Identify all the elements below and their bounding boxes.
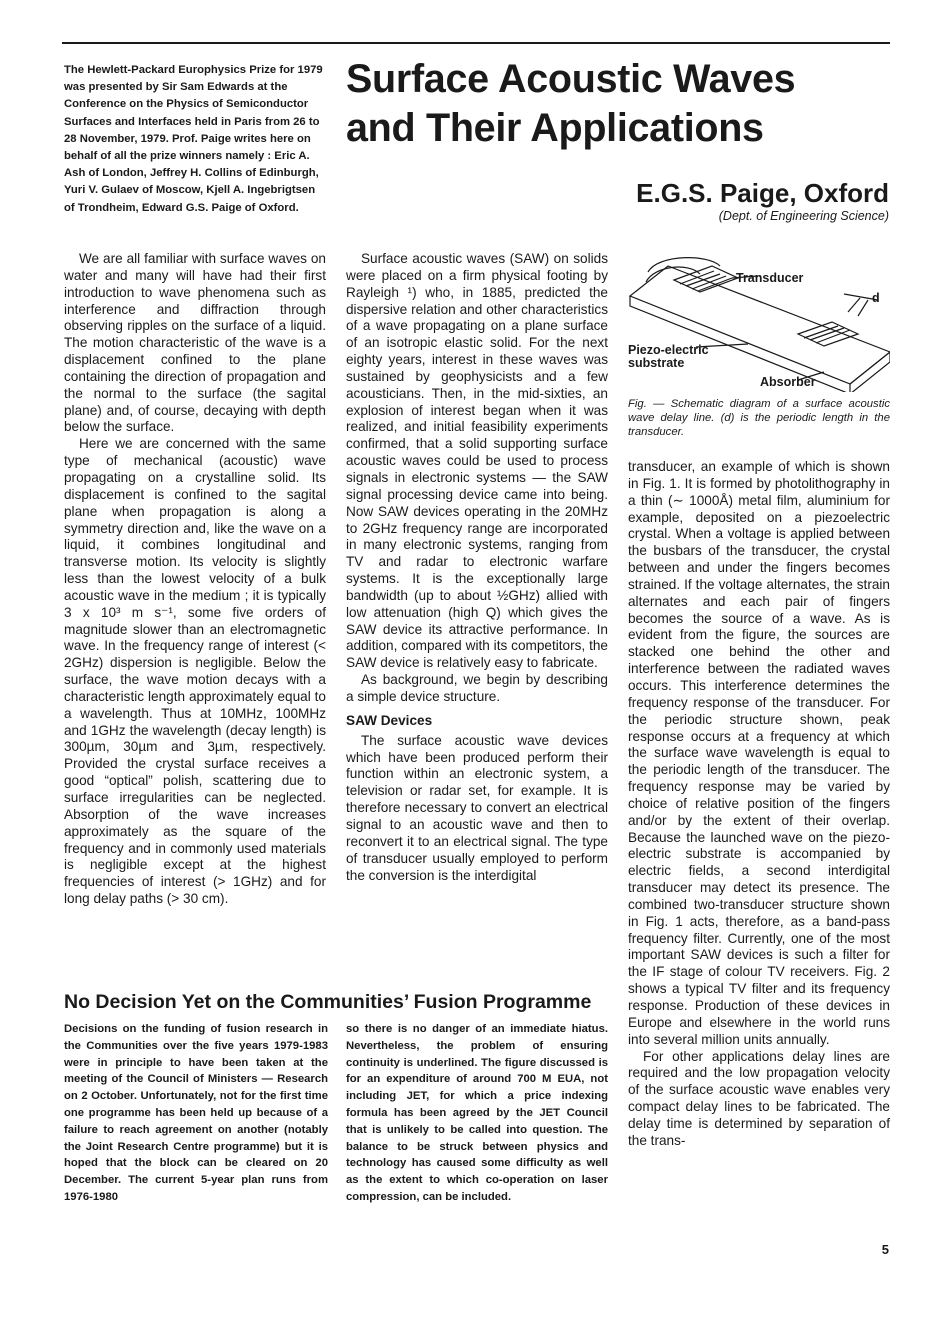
- paragraph: The surface acoustic wave devices which have been produced perform their function within an electronic system, a television or radar set, for example. It is therefore necessary to convert an electrical signal to an acoustic wave and then to reconvert it to an electrical signal. The type of transducer usually employed to perform the conversion is the interdigital: [346, 732, 608, 883]
- title-line-2: and Their Applications: [346, 106, 764, 150]
- paragraph: For other applications delay lines are required and the low propagation velocity of the surface acoustic wave enables very compact delay lines to be fabricated. The delay time is determined by separation of the trans-: [628, 1048, 890, 1148]
- article-title: [346, 55, 886, 153]
- paragraph: Here we are concerned with the same type of mechanical (acoustic) wave propagating on a crystalline solid. Its displacement is confined to the sagital plane when propagation is along a symmetry direction and, like the wave on a liquid, it combines longitudinal and transverse motion. Its velocity is slightly less than the lowest velocity of a bulk acoustic wave in the medium ; it is typically 3 x 10³ m s⁻¹, some five orders of magnitude slower than an electromagnetic wave. In the frequency range of interest (< 2GHz) dispersion is negligible. Below the surface, the wave motion decays with a characteristic length approximately equal to a wavelength. Thus at 10MHz, 100MHz and 1GHz the wavelength (decay length) is 300µm, 30µm and 3µm, respectively. Provided the crystal surface receives a good “optical” polish, scattering due to surface irregularities can be neglected. Absorption of the wave increases approximately as the square of the frequency and in commonly used materials is negligible except at the highest frequencies of interest (> 1GHz) and for long delay paths (> 30 cm).: [64, 436, 326, 907]
- prize-intro: The Hewlett-Packard Europhysics Prize for 1979 was presented by Sir Sam Edwards at the Conference on the Physics of Semiconductor Surfaces and Interfaces held in Paris from 26 to 28 November, 1979. Prof. Paige writes here on behalf of all the prize winners namely : Eric A. Ash of London, Jeffrey H. Collins of Edinburgh, Yuri V. Gulaev of Moscow, Kjell A. Ingebrigtsen of Trondheim, Edward G.S. Paige of Oxford.: [64, 64, 323, 214]
- column-1: [64, 251, 326, 908]
- fusion-column-2: so there is no danger of an immediate hiatus. Nevertheless, the problem of ensuring continuity is underlined. The figure discussed is for an expenditure of around 700 M EUA, not including JET, for which a price indexing formula has been agreed by the JET Council that is unlikely to be called into question. The balance to be struck between physics and technology has caused some difficulty as well as the extent to which co-operation on laser compression, can be included.: [346, 1023, 608, 1203]
- title-line-1: Surface Acoustic Waves: [346, 57, 796, 101]
- substrate-label-2: substrate: [628, 356, 685, 370]
- paragraph: As background, we begin by describing a simple device structure.: [346, 672, 608, 704]
- section-heading: SAW Devices: [346, 712, 433, 728]
- fusion-article-title: No Decision Yet on the Communities’ Fusion Programme: [64, 991, 592, 1013]
- page-number: 5: [881, 1242, 889, 1257]
- figure-caption: Fig. — Schematic diagram of a surface acoustic wave delay line. (d) is the periodic length in the transducer.: [628, 398, 890, 438]
- author-name: E.G.S. Paige, Oxford: [636, 178, 889, 208]
- paragraph: transducer, an example of which is shown in Fig. 1. It is formed by photolithography in a thin (∼ 1000Å) metal film, aluminium for example, deposited on a piezoelectric crystal. When a voltage is applied between the busbars of the transducer, the crystal between and under the fingers becomes strained. If the voltage alternates, the strain alternates and each pair of fingers becomes the source of a wave. As is evident from the figure, the sources are stacked one behind the other and interference between the radiated waves occurs. This interference determines the frequency response of the transducer. For the periodic structure shown, peak response occurs at a frequency at which the surface wave wavelength is equal to the periodic length of the transducer. The frequency response may be varied by choice of relative position of the fingers and/or by the extent of their overlap. Because the launched wave on the piezo-electric substrate is accompanied by electric fields, a second interdigital transducer may detect its presence. The combined two-transducer structure shown in Fig. 1 acts, therefore, as a band-pass frequency filter. Currently, one of the most important SAW devices is such a filter for the IF stage of colour TV receivers. Fig. 2 shows a typical TV filter and its frequency response. Production of these devices in Europe and elsewhere in the world runs into several million units annually.: [628, 459, 890, 1047]
- paragraph: Surface acoustic waves (SAW) on solids were placed on a firm physical footing by Rayleigh ¹) who, in 1885, predicted the dispersive relation and other characteristics of a wave propagating on a plane surface of an isotropic elastic solid. For the next eighty years, interest in these waves was sustained by geophysicists and a few acousticians. Then, in the mid-sixties, an explosion of interest began when it was realized, and initial feasibility experiments confirmed, that a solid supporting surface acoustic waves could be used to process signals in electronic systems — the SAW signal processing device came into being. Now SAW devices operating in the 20MHz to 2GHz frequency range are incorporated in many electronic systems, ranging from TV and radar to electronic warfare systems. It is the exceptionally large bandwidth (up to about ½GHz) allied with low attenuation (high Q) which gives the SAW device its attractive performance. In addition, compared with its competitors, the SAW device is relatively easy to fabricate.: [346, 251, 608, 671]
- d-marks: [848, 298, 868, 316]
- column-3: [628, 459, 890, 1150]
- column-2: [346, 251, 608, 884]
- fusion-column-1: Decisions on the funding of fusion research in the Communities over the five years 1979-1983 were in principle to have been taken at the meeting of the Council of Ministers — Research on 2 October. Unfortunately, not for the first time one programme has been held up because of a failure to reach agreement on another (notably the Joint Research Centre programme) but it is hoped that the block can be cleared on 20 December. The current 5-year plan runs from 1976-1980: [64, 1023, 328, 1203]
- absorber-label: Absorber: [760, 375, 816, 389]
- substrate-label-1: Piezo-electric: [628, 343, 709, 357]
- paragraph: We are all familiar with surface waves on water and many will have had their first introduction to wave phenomena such as interference and diffraction through observing ripples on the surface of a liquid. The motion characteristic of the wave is a displacement confined to the plane containing the direction of propagation and the normal to the surface (the sagital plane) and, of course, decaying with depth below the surface.: [64, 251, 326, 435]
- input-lead: [648, 258, 720, 272]
- top-rule: [62, 42, 890, 44]
- author-affiliation: (Dept. of Engineering Science): [718, 209, 889, 223]
- saw-delay-line-figure: [628, 252, 890, 392]
- transducer-label: Transducer: [736, 271, 804, 285]
- substrate-end-face: [850, 352, 890, 392]
- d-label: d: [872, 291, 880, 305]
